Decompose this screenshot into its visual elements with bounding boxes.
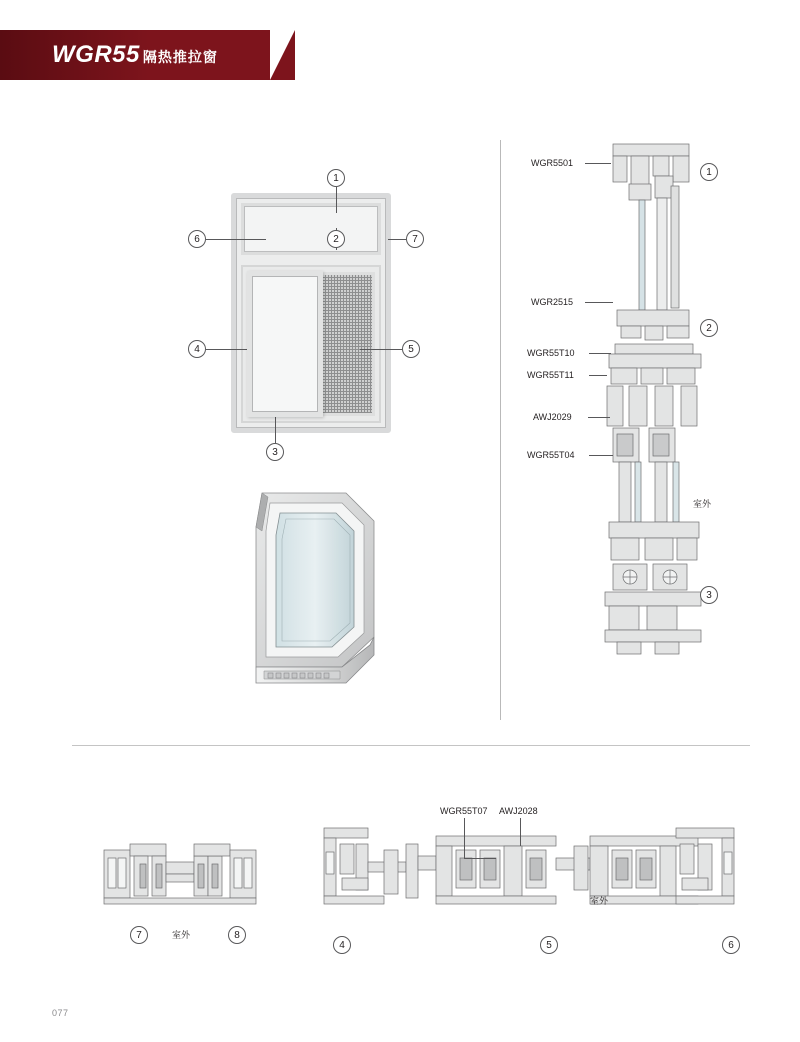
callout-bottom-4: 4 bbox=[333, 936, 351, 954]
callout-vertical-1: 1 bbox=[700, 163, 718, 181]
callout-3: 3 bbox=[266, 443, 284, 461]
label-wgr2515: WGR2515 bbox=[531, 297, 574, 307]
label-outside-bottom-left: 室外 bbox=[172, 930, 191, 940]
page-number: 077 bbox=[52, 1008, 69, 1018]
product-subtitle: 隔热推拉窗 bbox=[142, 49, 218, 65]
callout-4: 4 bbox=[188, 340, 206, 358]
label-wgr5501: WGR5501 bbox=[531, 158, 574, 168]
leader-line bbox=[360, 349, 402, 350]
label-wgr55t07: WGR55T07 bbox=[440, 806, 488, 816]
product-code: WGR55 bbox=[52, 41, 140, 68]
vertical-divider bbox=[500, 140, 501, 720]
vertical-section-drawing bbox=[595, 140, 715, 670]
callout-bottom-8: 8 bbox=[228, 926, 246, 944]
leader-line bbox=[336, 187, 337, 213]
callout-7: 7 bbox=[406, 230, 424, 248]
horizontal-divider bbox=[72, 745, 750, 746]
label-wgr55t11: WGR55T11 bbox=[527, 370, 574, 380]
leader-line bbox=[588, 417, 610, 418]
bottom-left-section-drawing bbox=[100, 840, 260, 910]
callout-1: 1 bbox=[327, 169, 345, 187]
leader-line bbox=[464, 858, 496, 859]
label-awj2028: AWJ2028 bbox=[499, 806, 538, 816]
page-title bbox=[52, 41, 218, 69]
leader-line bbox=[464, 818, 465, 858]
label-wgr55t04: WGR55T04 bbox=[527, 450, 575, 460]
leader-line bbox=[585, 163, 611, 164]
transom-panel bbox=[241, 203, 381, 255]
callout-bottom-5: 5 bbox=[540, 936, 558, 954]
corner-3d-view bbox=[246, 487, 386, 687]
sliding-sash bbox=[247, 271, 323, 417]
lower-opening bbox=[241, 265, 381, 423]
callout-bottom-7: 7 bbox=[130, 926, 148, 944]
leader-line bbox=[589, 353, 611, 354]
leader-line bbox=[585, 302, 613, 303]
label-outside-vertical: 室外 bbox=[693, 499, 712, 509]
leader-line bbox=[388, 239, 406, 240]
callout-vertical-3: 3 bbox=[700, 586, 718, 604]
callout-6: 6 bbox=[188, 230, 206, 248]
leader-line bbox=[206, 239, 266, 240]
label-outside-bottom-right: 室外 bbox=[590, 896, 609, 906]
callout-5: 5 bbox=[402, 340, 420, 358]
label-wgr55t10: WGR55T10 bbox=[527, 348, 575, 358]
callout-vertical-2: 2 bbox=[700, 319, 718, 337]
label-awj2029: AWJ2029 bbox=[533, 412, 572, 422]
leader-line bbox=[589, 455, 613, 456]
leader-line bbox=[520, 818, 521, 846]
bottom-right-section-drawing bbox=[320, 822, 740, 918]
window-elevation-drawing bbox=[231, 193, 391, 433]
leader-line bbox=[589, 375, 607, 376]
callout-bottom-6: 6 bbox=[722, 936, 740, 954]
callout-2: 2 bbox=[327, 230, 345, 248]
